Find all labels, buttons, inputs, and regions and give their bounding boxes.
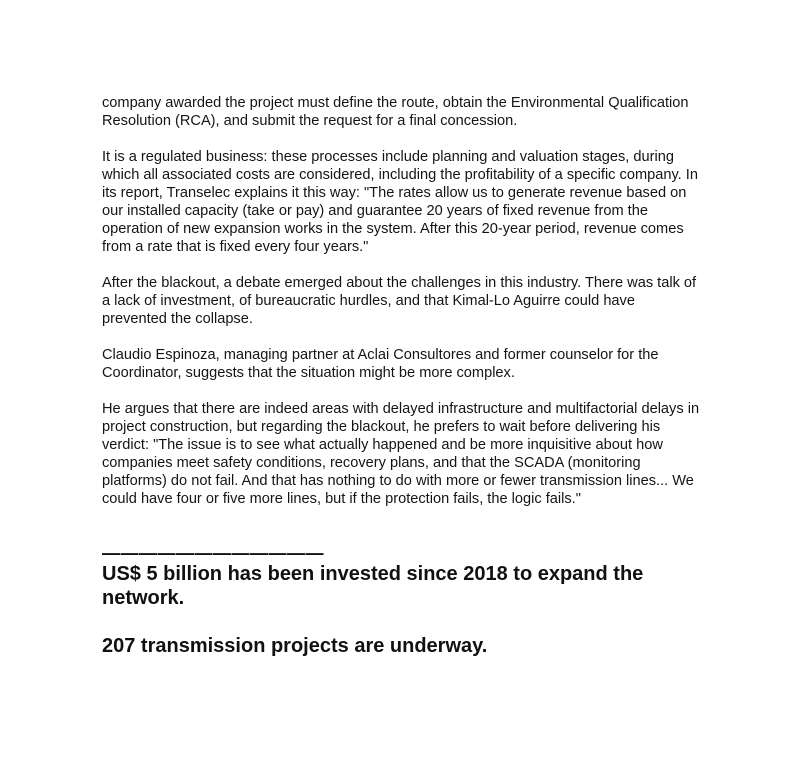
paragraph-verdict-quote: He argues that there are indeed areas with delayed infrastructure and multifactorial delays in project construction, but regarding the blackout, he prefers to wait before delivering his verdict: "The issue is to see what actually happened and be more inquisitive about how companies meet safety conditions, recovery plans, and that the SCADA (monitoring platforms) do not fail. And that has nothing to do with more or fewer transmission lines... We could have four or five more lines, but if the protection fails, the logic fails." [102, 401, 700, 507]
paragraph-claudio-espinoza: Claudio Espinoza, managing partner at Aclai Consultores and former counselor for the Coordinator, suggests that the situation might be more complex. [102, 347, 659, 381]
paragraph-route-concession: company awarded the project must define the route, obtain the Environmental Qualification Resolution (RCA), and submit the request for a final concession. [102, 95, 689, 129]
paragraph-regulated-business: It is a regulated business: these processes include planning and valuation stages, during which all associated costs are considered, including the profitability of a specific company. In its report, Transelec explains it this way: "The rates allow us to generate revenue based on our installed capacity (take or pay) and guarantee 20 years of fixed revenue from the operation of new expansion works in the system. After this 20-year period, revenue comes from a rate that is fixed every four years." [102, 149, 698, 255]
article-page [102, 94, 702, 658]
section-divider: ———————————— [102, 543, 324, 563]
paragraph-blackout-debate: After the blackout, a debate emerged about the challenges in this industry. There was talk of a lack of investment, of bureaucratic hurdles, and that Kimal-Lo Aguirre could have prevented the collapse. [102, 275, 697, 327]
highlight-projects: 207 transmission projects are underway. [102, 635, 488, 657]
highlight-investment: US$ 5 billion has been invested since 2018 to expand the network. [102, 563, 644, 609]
